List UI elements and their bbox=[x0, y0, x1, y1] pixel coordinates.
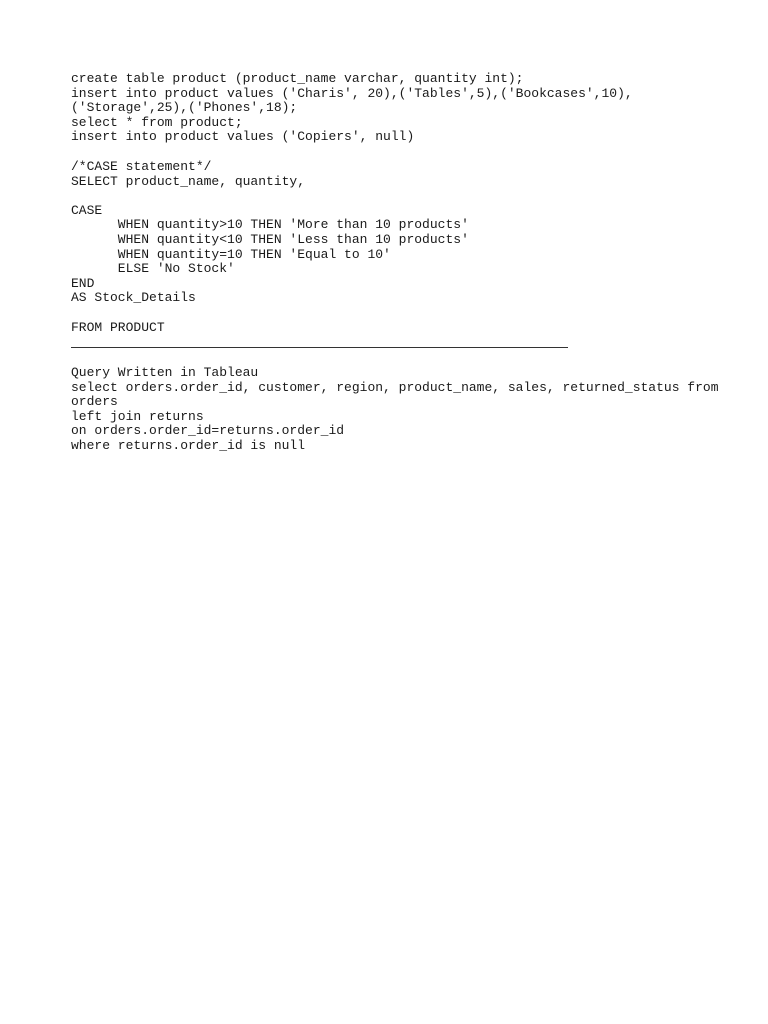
code-line: END bbox=[71, 275, 95, 291]
code-line: Query Written in Tableau bbox=[71, 365, 259, 380]
code-line: ELSE 'No Stock' bbox=[71, 261, 235, 277]
code-line: on orders.order_id=returns.order_id bbox=[71, 423, 345, 439]
code-line: WHEN quantity=10 THEN 'Equal to 10' bbox=[71, 246, 391, 262]
code-line: WHEN quantity<10 THEN 'Less than 10 products' bbox=[71, 231, 469, 247]
code-line: AS Stock_Details bbox=[71, 290, 196, 306]
sql-tableau-query-block bbox=[71, 366, 719, 454]
code-line: ('Storage',25),('Phones',18); bbox=[71, 100, 298, 116]
code-line: insert into product values ('Charis', 20),('Tables',5),('Bookcases',10), bbox=[71, 85, 633, 101]
sql-create-insert-block bbox=[71, 72, 633, 145]
code-line bbox=[71, 189, 469, 204]
code-line: select * from product; bbox=[71, 114, 243, 130]
code-line: where returns.order_id is null bbox=[71, 437, 306, 453]
sql-from-block bbox=[71, 321, 165, 336]
sql-case-statement-block bbox=[71, 160, 469, 306]
code-line: insert into product values ('Copiers', null) bbox=[71, 129, 415, 145]
horizontal-divider bbox=[71, 347, 568, 348]
code-line: FROM PRODUCT bbox=[71, 320, 165, 335]
code-line: left join returns bbox=[71, 408, 204, 424]
code-line: orders bbox=[71, 394, 118, 410]
code-line: /*CASE statement*/ bbox=[71, 159, 212, 174]
code-line: WHEN quantity>10 THEN 'More than 10 products' bbox=[71, 217, 469, 233]
code-line: SELECT product_name, quantity, bbox=[71, 173, 306, 189]
code-line: create table product (product_name varchar, quantity int); bbox=[71, 71, 524, 86]
code-line: select orders.order_id, customer, region, product_name, sales, returned_status from bbox=[71, 379, 719, 395]
code-line: CASE bbox=[71, 202, 103, 218]
